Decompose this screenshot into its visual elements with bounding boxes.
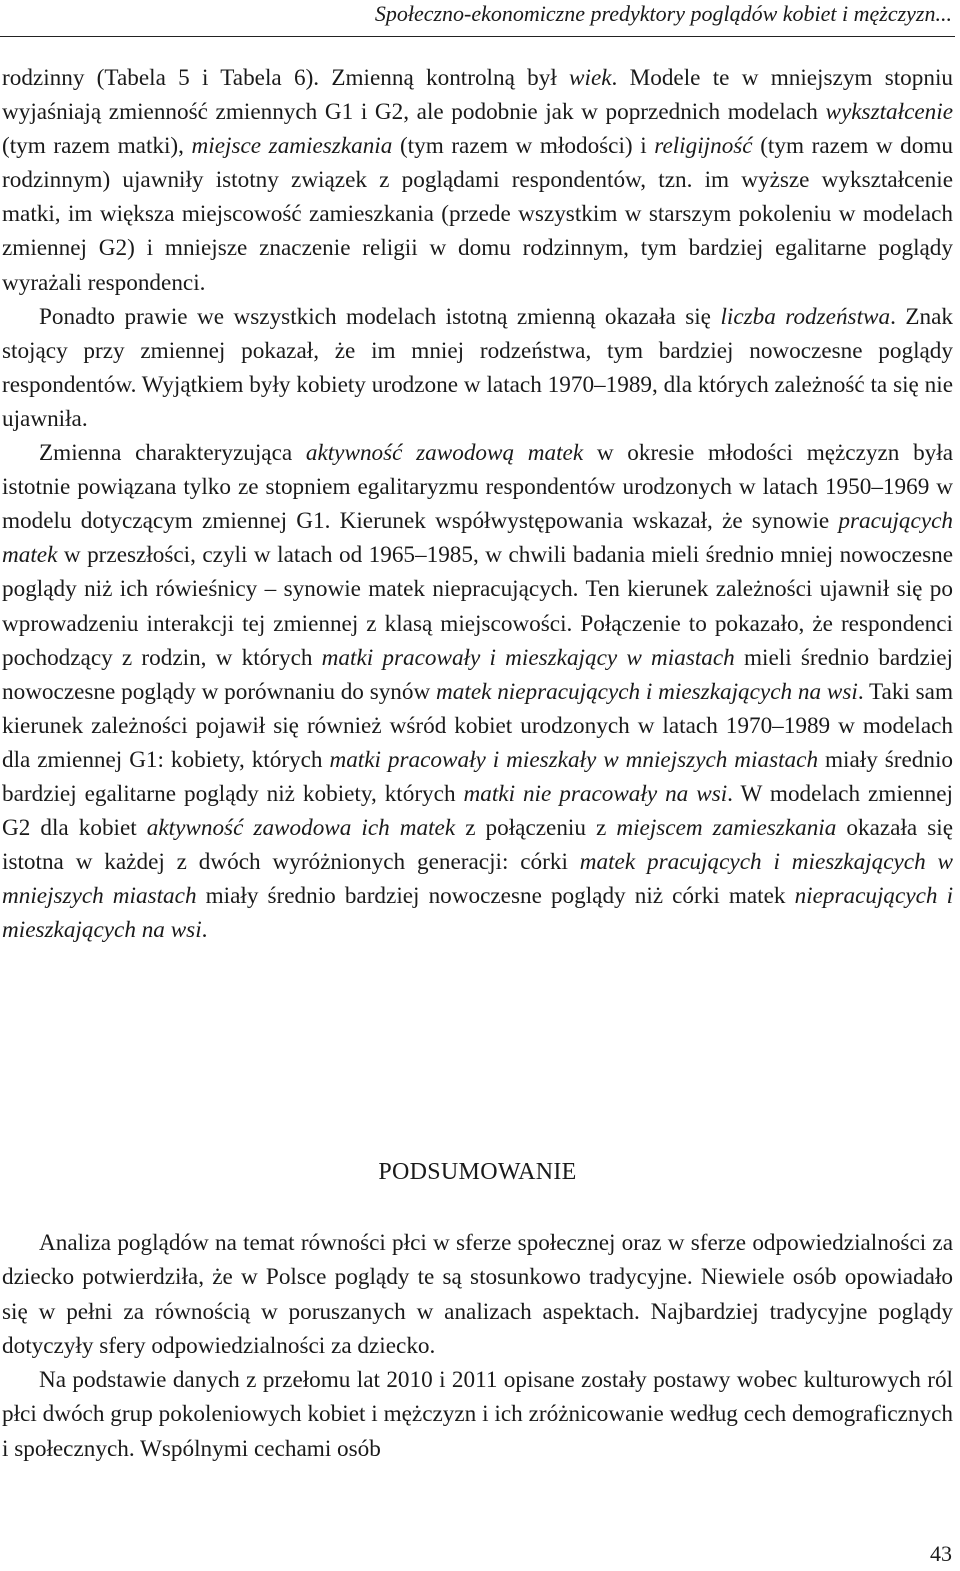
body-paragraph <box>2 436 953 947</box>
italic-text: pracujących matek <box>2 508 953 569</box>
text-run: miały średnio bardziej nowoczesne poglądy niż córki matek <box>196 883 795 910</box>
text-run: . Modele te w mniejszym stopniu wyjaśniają zmienność zmiennych G1 i G2, ale podobnie jak w poprzednich modelach <box>2 65 953 126</box>
italic-text: matek pracujących i mieszkających w mniejszych miastach <box>2 849 953 910</box>
italic-text: wiek <box>569 65 612 91</box>
italic-text: matki pracowały i mieszkały w mniejszych miastach <box>329 746 819 773</box>
italic-text: religijność <box>654 133 753 160</box>
italic-text: aktywność zawodowa ich matek <box>146 815 456 842</box>
text-run: miały średnio bardziej egalitarne poglądy niż kobiety, których <box>2 746 953 807</box>
italic-text: miejscem zamieszkania <box>616 815 837 842</box>
text-run: rodzinny (Tabela 5 i Tabela 6). Zmienną kontrolną był <box>2 65 570 91</box>
text-run: (tym razem matki), <box>2 133 192 160</box>
text-run: . Znak stojący przy zmiennej pokazał, że im mniej rodzeństwa, tym bardziej nowoczesne poglądy respondentów. Wyjątkiem były kobiety urodzone w latach 1970–1989, dla których zależność ta się nie ujawniła. <box>2 303 953 432</box>
running-header: Społeczno-ekonomiczne predyktory poglądów kobiet i mężczyzn... <box>374 1 952 26</box>
italic-text: niepracujących i mieszkających na wsi <box>2 883 954 944</box>
summary-text <box>2 1226 953 1466</box>
body-text <box>2 61 953 947</box>
text-run: mieli średnio bardziej nowoczesne poglądy w porównaniu do synów <box>2 644 953 705</box>
text-run: (tym razem w młodości) i <box>392 133 655 160</box>
body-paragraph <box>2 300 953 436</box>
italic-text: liczba rodzeństwa <box>720 303 891 330</box>
text-run: w przeszłości, czyli w latach od 1965–1985, w chwili badania mieli średnio mniej nowoczesne poglądy niż ich rówieśnicy – synowie matek niepracujących. Ten kierunek zależności ujawnił się po wprowadzeniu interakcji tej zmiennej z klasą miejscowości. Połączenie to pokazało, że respondenci pochodzący z rodzin, w których <box>2 542 953 671</box>
text-run: (tym razem w domu rodzinnym) ujawniły istotny związek z poglądami respondentów, tzn. im wyższe wykształcenie matki, im większa miejscowość zamieszkania (przede wszystkim w starszym pokoleniu w modelach zmiennej G2) i mniejsze znaczenie religii w domu rodzinnym, tym bardziej egalitarne poglądy wyrażali respondenci. <box>2 133 953 296</box>
italic-text: matki nie pracowały na wsi <box>463 780 728 807</box>
italic-text: matek niepracujących i mieszkających na wsi <box>436 678 858 705</box>
italic-text: wykształcenie <box>825 99 953 126</box>
summary-paragraph: Analiza poglądów na temat równości płci w sferze społecznej oraz w sferze odpowiedzialności za dziecko potwierdziła, że w Polsce poglądy te są stosunkowo tradycyjne. Niewiele osób opowiadało się w pełni za równością w poruszanych w analizach aspektach. Najbardziej tradycyjne poglądy dotyczyły sfery odpowiedzialności za dziecko. <box>2 1230 953 1359</box>
italic-text: matki pracowały i mieszkający w miastach <box>321 644 735 671</box>
page-number: 43 <box>930 1541 952 1566</box>
text-run: Zmienna charakteryzująca <box>39 440 306 467</box>
section-heading: PODSUMOWANIE <box>378 1159 577 1185</box>
italic-text: aktywność zawodową matek <box>305 440 584 467</box>
italic-text: miejsce zamieszkania <box>191 133 393 160</box>
text-run: . <box>201 917 208 944</box>
text-run: . W modelach zmiennej G2 dla kobiet <box>2 780 953 842</box>
header-rule <box>0 36 955 37</box>
text-run: w okresie młodości mężczyzn była istotnie powiązana tylko ze stopniem egalitaryzmu respondentów urodzonych w latach 1950–1969 w modelu dotyczącym zmiennej G1. Kierunek współwystępowania wskazał, że synowie <box>2 440 953 535</box>
text-run: okazała się istotna w każdej z dwóch wyróżnionych generacji: córki <box>2 815 953 876</box>
text-run: Ponadto prawie we wszystkich modelach istotną zmienną okazała się <box>39 303 721 330</box>
text-run: z połączeniu z <box>455 815 617 842</box>
body-paragraph <box>2 61 953 300</box>
summary-paragraph: Na podstawie danych z przełomu lat 2010 i 2011 opisane zostały postawy wobec kulturowych ról płci dwóch grup pokoleniowych kobiet i mężczyzn i ich zróżnicowanie według cech demograficznych i społecznych. Wspólnymi cechami osób <box>2 1367 953 1462</box>
text-run: . Taki sam kierunek zależności pojawił się również wśród kobiet urodzonych w latach 1970–1989 w modelach dla zmiennej G1: kobiety, których <box>2 678 954 773</box>
